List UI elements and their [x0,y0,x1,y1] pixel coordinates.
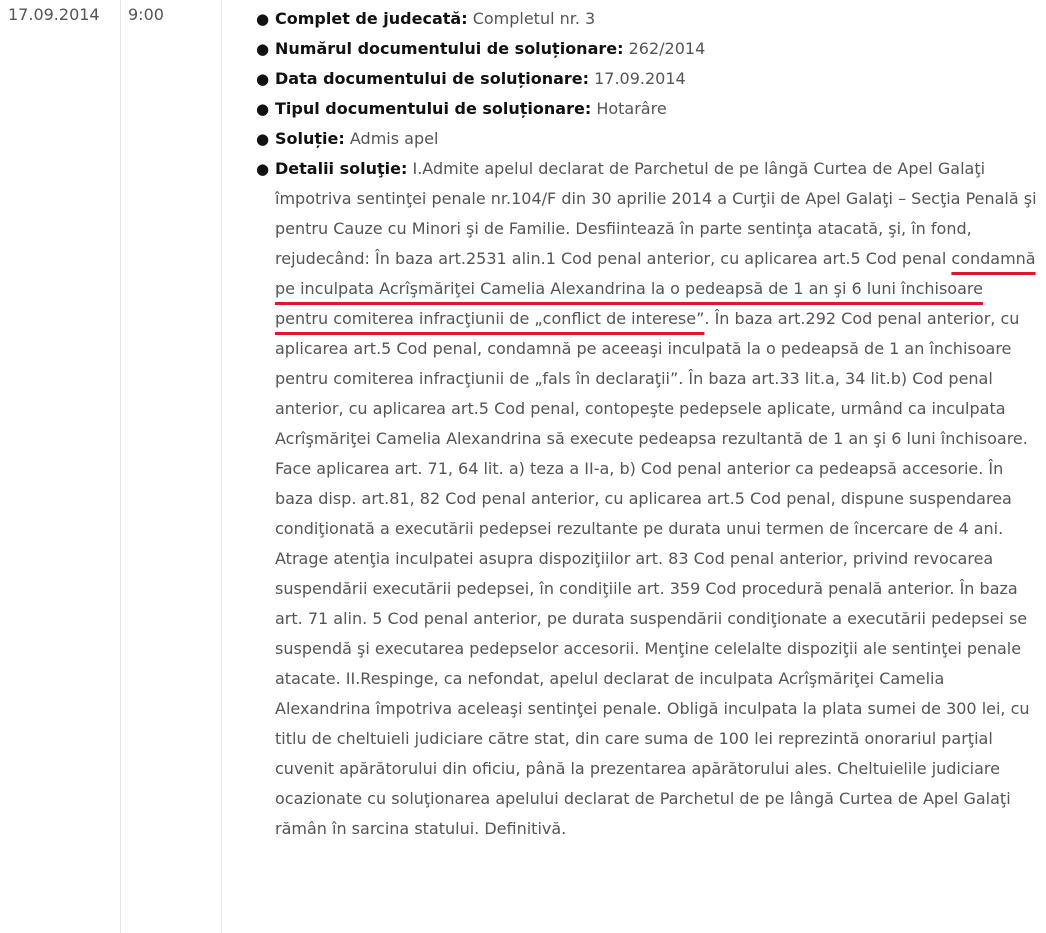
bullet-icon: ● [256,100,270,118]
details-label: Detalii soluţie: [275,159,408,178]
details-text-after: . În baza art.292 Cod penal anterior, cu aplicarea art.5 Cod penal, condamnă pe aceeaşi inculpată la o pedeapsă de 1 an închisoare pentru comiterea infracţiunii de „fals în declaraţii”. În baza art.33 lit.a, 34 lit.b) Cod penal anterior, cu aplicarea art.5 Cod penal, contopeşte pedepsele aplicate, urmând ca inculpata Acrîşmăriţei Camelia Alexandrina să execute pedeapsa rezultantă de 1 an şi 6 luni închisoare. Face aplicarea art. 71, 64 lit. a) teza a II-a, b) Cod penal anterior ca pedeapsă accesorie. În baza disp. art.81, 82 Cod penal anterior, cu aplicarea art.5 Cod penal, dispune suspendarea condiţionată a executării pedepsei rezultante pe durata unui termen de încercare de 4 ani. Atrage atenţia inculpatei asupra dispoziţiilor art. 83 Cod penal anterior, privind revocarea suspendării executării pedepsei, în condiţiile art. 359 Cod procedură penală anterior. În baza art. 71 alin. 5 Cod penal anterior, pe durata suspendării condiţionate a executării pedepsei se suspendă şi executarea pedepselor accesorii. Menţine celelalte dispoziţii ale sentinţei penale atacate. II.Respinge, ca nefondat, apelul declarat de inculpata Acrîşmăriţei Camelia Alexandrina împotriva aceleaşi sentinţei penale. Obligă inculpata la plata sumei de 300 lei, cu titlu de cheltuieli judiciare către stat, din care suma de 100 lei reprezintă onorariul parţial cuvenit apărătorului din oficiu, până la prezentarea apărătorului ales. Cheltuielile judiciare ocazionate cu soluţionarea apelului declarat de Parchetul de pe lângă Curtea de Apel Galaţi rămân în sarcina statului. Definitivă. [275,309,1030,838]
field-label: Tipul documentului de soluționare: [275,99,592,118]
list-item-solutie [252,124,1038,154]
highlighted-sentence: condamnă pe inculpata Acrîşmăriţei Camelia Alexandrina la o pedeapsă de 1 an şi 6 luni închisoare pentru comiterea infracţiunii de „conflict de interese” [275,249,1036,328]
date-cell [0,0,121,933]
session-date: 17.09.2014 [8,5,100,24]
list-item-detalii [252,154,1038,844]
bullet-icon: ● [256,160,270,178]
field-label: Data documentului de soluționare: [275,69,590,88]
list-item-tip-document [252,94,1038,124]
list-item-numar-document [252,34,1038,64]
details-text-before: I.Admite apelul declarat de Parchetul de pe lângă Curtea de Apel Galaţi împotriva sentinţei penale nr.104/F din 30 aprilie 2014 a Curţii de Apel Galaţi – Secţia Penală şi pentru Cauze cu Minori şi de Familie. Desfiintează în parte sentinţa atacată, şi, în fond, rejudecând: În baza art.2531 alin.1 Cod penal anterior, cu aplicarea art.5 Cod penal [275,159,1037,268]
field-label: Numărul documentului de soluționare: [275,39,624,58]
field-value: 262/2014 [628,39,706,58]
bullet-icon: ● [256,40,270,58]
field-label: Soluție: [275,129,345,148]
field-value: Admis apel [349,129,439,148]
bullet-icon: ● [256,10,270,28]
list-item-data-document [252,64,1038,94]
time-cell [121,0,222,933]
field-value: Hotarâre [596,99,667,118]
field-label: Complet de judecată: [275,9,468,28]
bullet-icon: ● [256,70,270,88]
list-item-complet [252,4,1038,34]
field-value: 17.09.2014 [594,69,686,88]
bullet-icon: ● [256,130,270,148]
session-time: 9:00 [128,5,164,24]
solution-details-list [252,4,1038,844]
field-value: Completul nr. 3 [472,9,596,28]
